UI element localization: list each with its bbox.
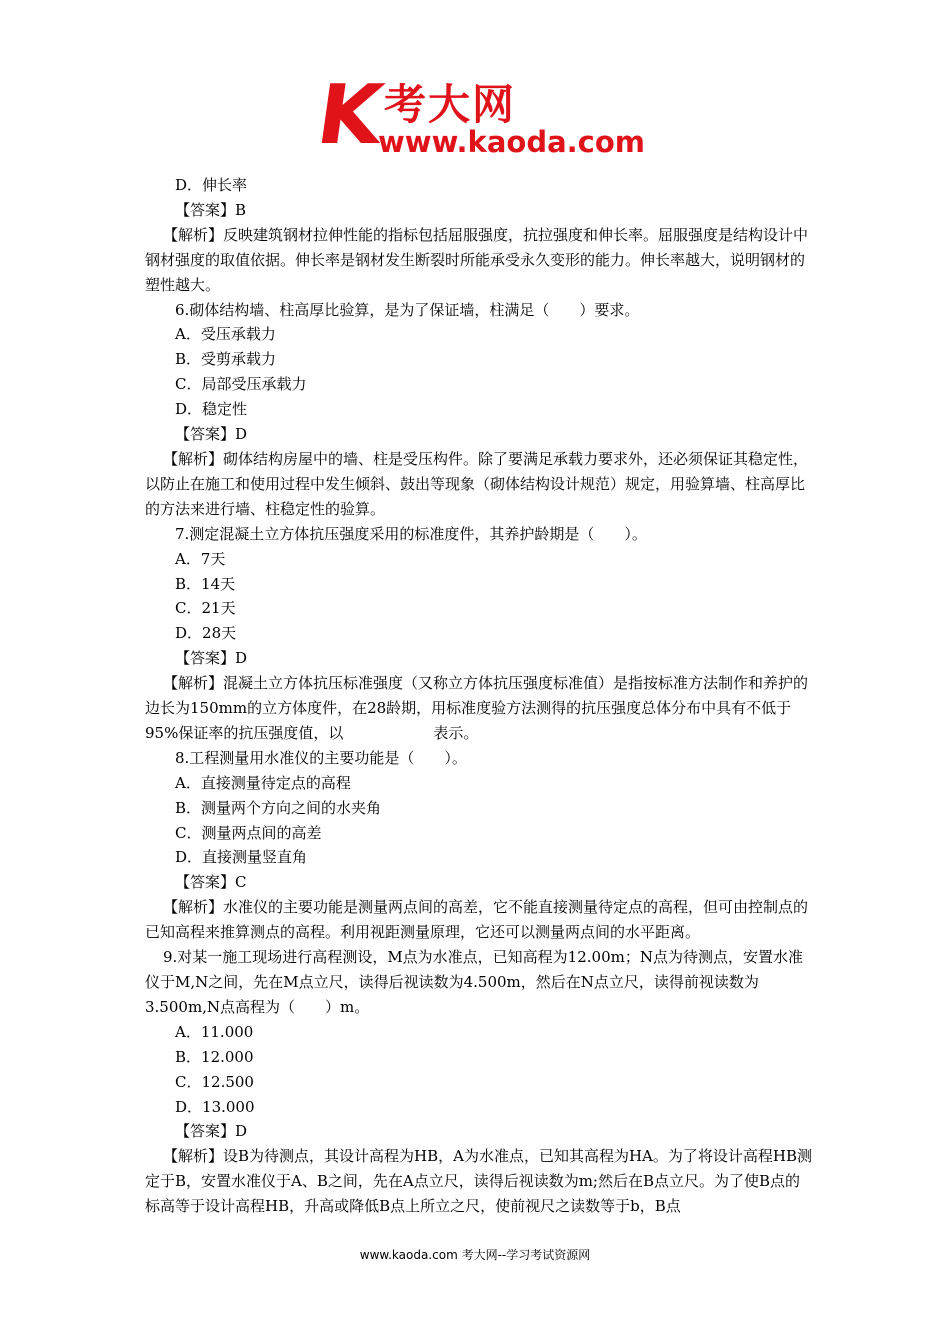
text-line: 【答案】B [175,200,247,219]
paragraph: 【解析】砌体结构房屋中的墙、柱是受压构件。除了要满足承载力要求外，还必须保证其稳定性，以防止在施工和使用过程中发生倾斜、鼓出等现象（砌体结构设计规范）规定，用验算墙、柱高厚比的方法来进行墙、柱稳定性的验算。 [145,449,809,518]
text-line: C．21天 [175,599,236,618]
paragraph: 【解析】水准仪的主要功能是测量两点间的高差，它不能直接测量待定点的高程，但可由控制点的已知高程来推算测点的高程。利用视距测量原理，它还可以测量两点间的水平距离。 [145,898,809,942]
text-line: C．局部受压承载力 [175,375,307,394]
logo-chinese-name: 考大网 [384,80,517,129]
paragraph: 【解析】设B为待测点，其设计高程为HB，A为水准点，已知其高程为HA。为了将设计高程HB测定于B，安置水准仪于A、B之间，先在A点立尺，读得后视读数为m;然后在B点立尺。为了使B点的标高等于设计高程HB，升高或降低B点上所立之尺，使前视尺之读数等于b，B点 [145,1147,812,1216]
text-line: B．受剪承载力 [175,350,277,369]
text-line: B．14天 [175,574,236,593]
text-line: D．伸长率 [175,176,248,194]
document-body [145,173,813,1219]
text-line: B．测量两个方向之间的水夹角 [175,798,382,817]
logo-url: www.kaoda.com [378,125,645,159]
text-line: A．受压承载力 [175,325,276,344]
text-line: D．直接测量竖直角 [175,848,308,867]
page-footer: www.kaoda.com 考大网--学习考试资源网 [359,1248,591,1262]
kaoda-logo [311,68,645,163]
text-line: C．测量两点间的高差 [175,823,322,842]
text-line: D．28天 [175,624,237,643]
logo-k-mark: K [311,68,385,163]
paragraph: 【解析】反映建筑钢材拉伸性能的指标包括屈服强度，抗拉强度和伸长率。屈服强度是结构设计中钢材强度的取值依据。伸长率是钢材发生断裂时所能承受永久变形的能力。伸长率越大，说明钢材的塑性越大。 [145,225,809,294]
text-line: C．12.500 [175,1072,254,1091]
text-line: 【答案】C [175,873,247,892]
text-line: A．11.000 [175,1022,254,1041]
text-line: 6.砌体结构墙、柱高厚比验算，是为了保证墙，柱满足（ ）要求。 [175,300,640,319]
paragraph: 【解析】混凝土立方体抗压标准强度（又称立方体抗压强度标准值）是指按标准方法制作和养护的边长为150mm的立方体度件，在28龄期，用标准度验方法测得的抗压强度总体分布中具有不低于95%保证率的抗压强度值，以 表示。 [145,674,809,742]
text-line: D．稳定性 [175,400,248,419]
text-line: A．直接测量待定点的高程 [175,773,351,792]
text-line: B．12.000 [175,1047,254,1066]
text-line: 【答案】D [175,649,248,668]
text-line: D．13.000 [175,1097,255,1116]
text-line: A．7天 [175,549,226,568]
text-line: 8.工程测量用水准仪的主要功能是（ ）。 [175,748,467,767]
text-line: 【答案】D [175,425,248,444]
text-line: 【答案】D [175,1122,248,1141]
text-line: 7.测定混凝土立方体抗压强度采用的标准度件，其养护龄期是（ ）。 [175,524,647,543]
paragraph: 9.对某一施工现场进行高程测设，M点为水准点，已知高程为12.00m；N点为待测点，安置水准仪于M,N之间，先在M点立尺，读得后视读数为4.500m，然后在N点立尺，读得前视读数为3.500m,N点高程为（ ）m。 [145,948,803,1016]
